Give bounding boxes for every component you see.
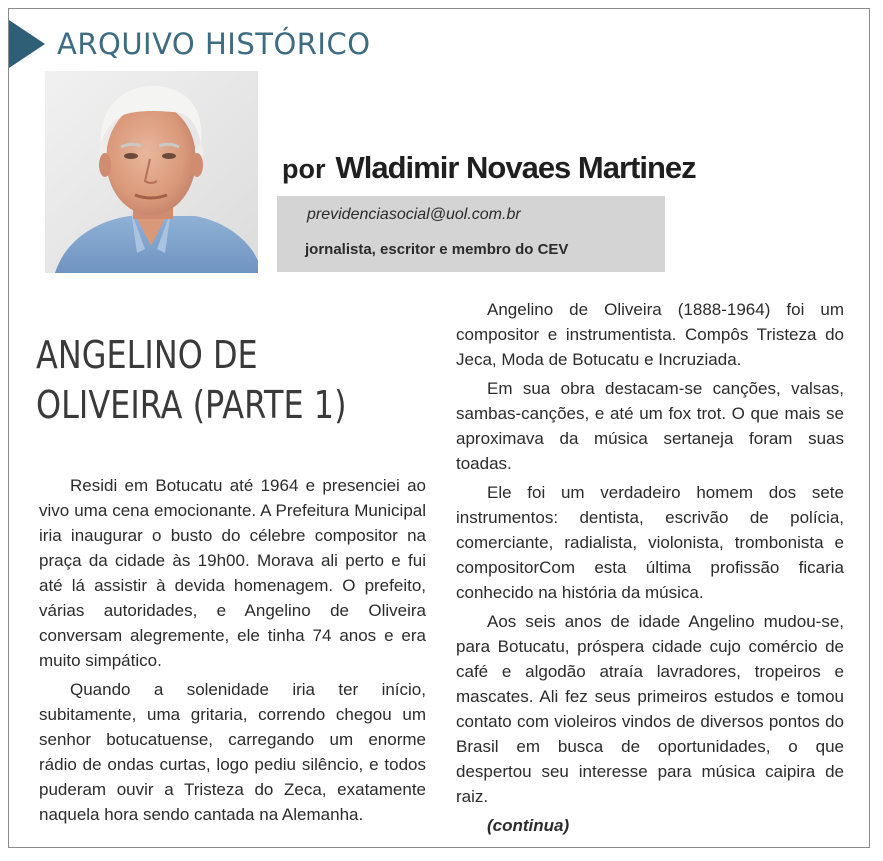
article-paragraph: Quando a solenidade iria ter início, subitamente, uma gritaria, correndo chegou um senhor botucatuense, carregando um enorme rádio de ondas curtas, logo pediu silêncio, e todos puderam ouvir a Tristeza do Zeca, exatamente naquela hora sendo cantada na Alemanha. xyxy=(39,680,426,824)
author-email: previdenciasocial@uol.com.br xyxy=(307,206,521,223)
author-byline xyxy=(282,150,696,187)
author-role: jornalista, escritor e membro do CEV xyxy=(305,241,569,258)
author-name: Wladimir Novaes Martinez xyxy=(335,150,696,185)
headline-line-1: ANGELINO DE xyxy=(36,333,258,377)
article-paragraph: Residi em Botucatu até 1964 e presenciei ao vivo uma cena emocionante. A Prefeitura Municipal iria inaugurar o busto do célebre compositor na praça da cidade às 19h00. Morava ali perto e fui até lá assistir à devida homenagem. O prefeito, várias autoridades, e Angelino de Oliveira conversam alegremente, ele tinha 74 anos e era muito simpático. xyxy=(39,476,426,670)
article-paragraph: Em sua obra destacam-se canções, valsas, sambas-canções, e até um fox trot. O que mais se aproximava da música sertaneja foram suas toadas. xyxy=(456,379,844,473)
byline-prefix: por xyxy=(282,154,326,184)
headline-line-2: OLIVEIRA (PARTE 1) xyxy=(36,383,347,427)
article-paragraph: Angelino de Oliveira (1888-1964) foi um compositor e instrumentista. Compôs Tristeza do Jeca, Moda de Botucatu e Incruziada. xyxy=(456,300,844,369)
author-info-box xyxy=(277,196,665,272)
article-paragraph: Ele foi um verdadeiro homem dos sete instrumentos: dentista, escrivão de polícia, comerciante, radialista, violonista, trombonista e compositorCom esta última profissão ficaria conhecido na história da música. xyxy=(456,483,844,602)
article-column-right xyxy=(456,297,844,838)
article-column-left xyxy=(39,473,426,831)
article-paragraph: Aos seis anos de idade Angelino mudou-se, para Botucatu, próspera cidade cujo comércio de café e algodão atraía lavradores, tropeiros e mascates. Ali fez seus primeiros estudos e tomou contato com violeiros vindos de diversos pontos do Brasil em busca de oportunidades, o que despertou seu interesse para música caipira de raiz. xyxy=(456,612,844,806)
author-portrait-image xyxy=(45,71,258,273)
article-headline xyxy=(36,330,355,430)
section-arrow-icon xyxy=(9,20,45,68)
author-portrait xyxy=(45,71,258,273)
continua-note: (continua) xyxy=(487,816,570,835)
section-title: ARQUIVO HISTÓRICO xyxy=(57,27,371,61)
